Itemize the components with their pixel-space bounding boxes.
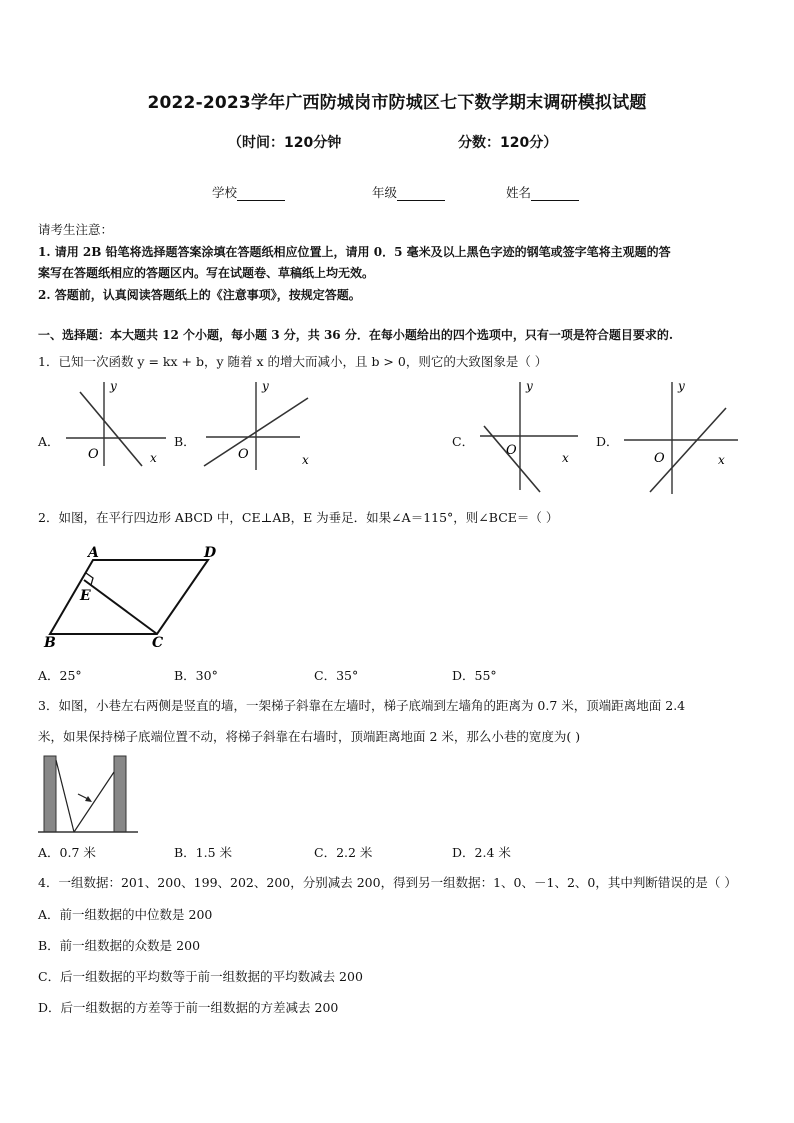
exam-time: （时间：120分钟 <box>228 135 342 151</box>
q2-point-c: C <box>152 635 164 651</box>
name-label: 姓名 <box>506 185 532 200</box>
q3-option-b[interactable]: B．1.5 米 <box>174 845 233 860</box>
q1d-origin: O <box>654 451 665 466</box>
q2-point-e: E <box>80 588 91 604</box>
q2-option-b[interactable]: B．30° <box>174 668 218 683</box>
grade-field[interactable] <box>372 183 445 201</box>
q3-ladder-figure <box>38 752 142 836</box>
q1-graph-c <box>476 378 586 496</box>
q1d-axis-y: y <box>678 379 685 393</box>
q2-stem: 2．如图，在平行四边形 ABCD 中，CE⊥AB，E 为垂足．如果∠A＝115°，则∠BCE＝（ ） <box>38 510 559 525</box>
q1a-axis-x: x <box>150 451 157 465</box>
q1c-origin: O <box>506 443 517 458</box>
q4-option-a[interactable]: A．前一组数据的中位数是 200 <box>38 907 213 922</box>
q2-point-d: D <box>204 545 217 561</box>
school-label: 学校 <box>212 185 238 200</box>
q4-option-d[interactable]: D．后一组数据的方差等于前一组数据的方差减去 200 <box>38 1000 339 1015</box>
q2-option-a[interactable]: A．25° <box>38 668 82 683</box>
notice-line-1a: 1. 请用 2B 铅笔将选择题答案涂填在答题纸相应位置上，请用 0．5 毫米及以上黑色字迹的钢笔或签字笔将主观题的答 <box>38 245 671 259</box>
grade-label: 年级 <box>372 185 398 200</box>
q2-point-a: A <box>88 545 99 561</box>
section-heading: 一、选择题：本大题共 12 个小题，每小题 3 分，共 36 分．在每小题给出的四个选项中，只有一项是符合题目要求的. <box>38 328 673 342</box>
q4-stem: 4．一组数据：201、200、199、202、200，分别减去 200，得到另一组数据：1、0、－1、2、0，其中判断错误的是（ ） <box>38 875 737 890</box>
q2-option-d[interactable]: D．55° <box>452 668 497 683</box>
q1-graph-a <box>62 378 172 468</box>
q4-option-c[interactable]: C．后一组数据的平均数等于前一组数据的平均数减去 200 <box>38 969 363 984</box>
exam-score: 分数：120分） <box>458 135 558 151</box>
notice-line-1b: 案写在答题纸相应的答题区内。写在试题卷、草稿纸上均无效。 <box>38 266 375 280</box>
q1b-axis-x: x <box>302 453 309 467</box>
q3-stem-line-1: 3．如图，小巷左右两侧是竖直的墙，一架梯子斜靠在左墙时，梯子底端到左墙角的距离为 0.7 米，顶端距离地面 2.4 <box>38 698 686 713</box>
q1-graph-b <box>198 378 318 470</box>
q1-stem: 1．已知一次函数 y = kx + b，y 随着 x 的增大而减小，且 b > 0，则它的大致图象是（ ） <box>38 354 548 369</box>
school-field[interactable] <box>212 183 285 201</box>
q4-option-b[interactable]: B．前一组数据的众数是 200 <box>38 938 201 953</box>
q3-stem-line-2: 米，如果保持梯子底端位置不动，将梯子斜靠在右墙时，顶端距离地面 2 米，那么小巷的宽度为( ) <box>38 729 581 744</box>
q1c-axis-x: x <box>562 451 569 465</box>
q1b-origin: O <box>238 447 249 462</box>
q1-option-a-label: A． <box>38 434 60 449</box>
name-field[interactable] <box>506 183 579 201</box>
q3-option-c[interactable]: C．2.2 米 <box>314 845 373 860</box>
q3-option-a[interactable]: A．0.7 米 <box>38 845 96 860</box>
q2-option-c[interactable]: C．35° <box>314 668 359 683</box>
q1-option-c-label: C． <box>452 434 475 449</box>
q1c-axis-y: y <box>526 379 533 393</box>
notice-heading: 请考生注意： <box>38 222 114 237</box>
q1a-axis-y: y <box>110 379 117 393</box>
q1b-axis-y: y <box>262 379 269 393</box>
q2-point-b: B <box>44 635 56 651</box>
page-title: 2022-2023学年广西防城岗市防城区七下数学期末调研模拟试题 <box>147 93 647 113</box>
q1-graph-d <box>620 378 744 496</box>
notice-line-2: 2. 答题前，认真阅读答题纸上的《注意事项》，按规定答题。 <box>38 288 361 302</box>
q1a-origin: O <box>88 447 99 462</box>
q2-parallelogram-figure <box>40 540 230 652</box>
q3-option-d[interactable]: D．2.4 米 <box>452 845 511 860</box>
q1-option-b-label: B． <box>174 434 196 449</box>
q1-option-d-label: D． <box>596 434 619 449</box>
q1d-axis-x: x <box>718 453 725 467</box>
